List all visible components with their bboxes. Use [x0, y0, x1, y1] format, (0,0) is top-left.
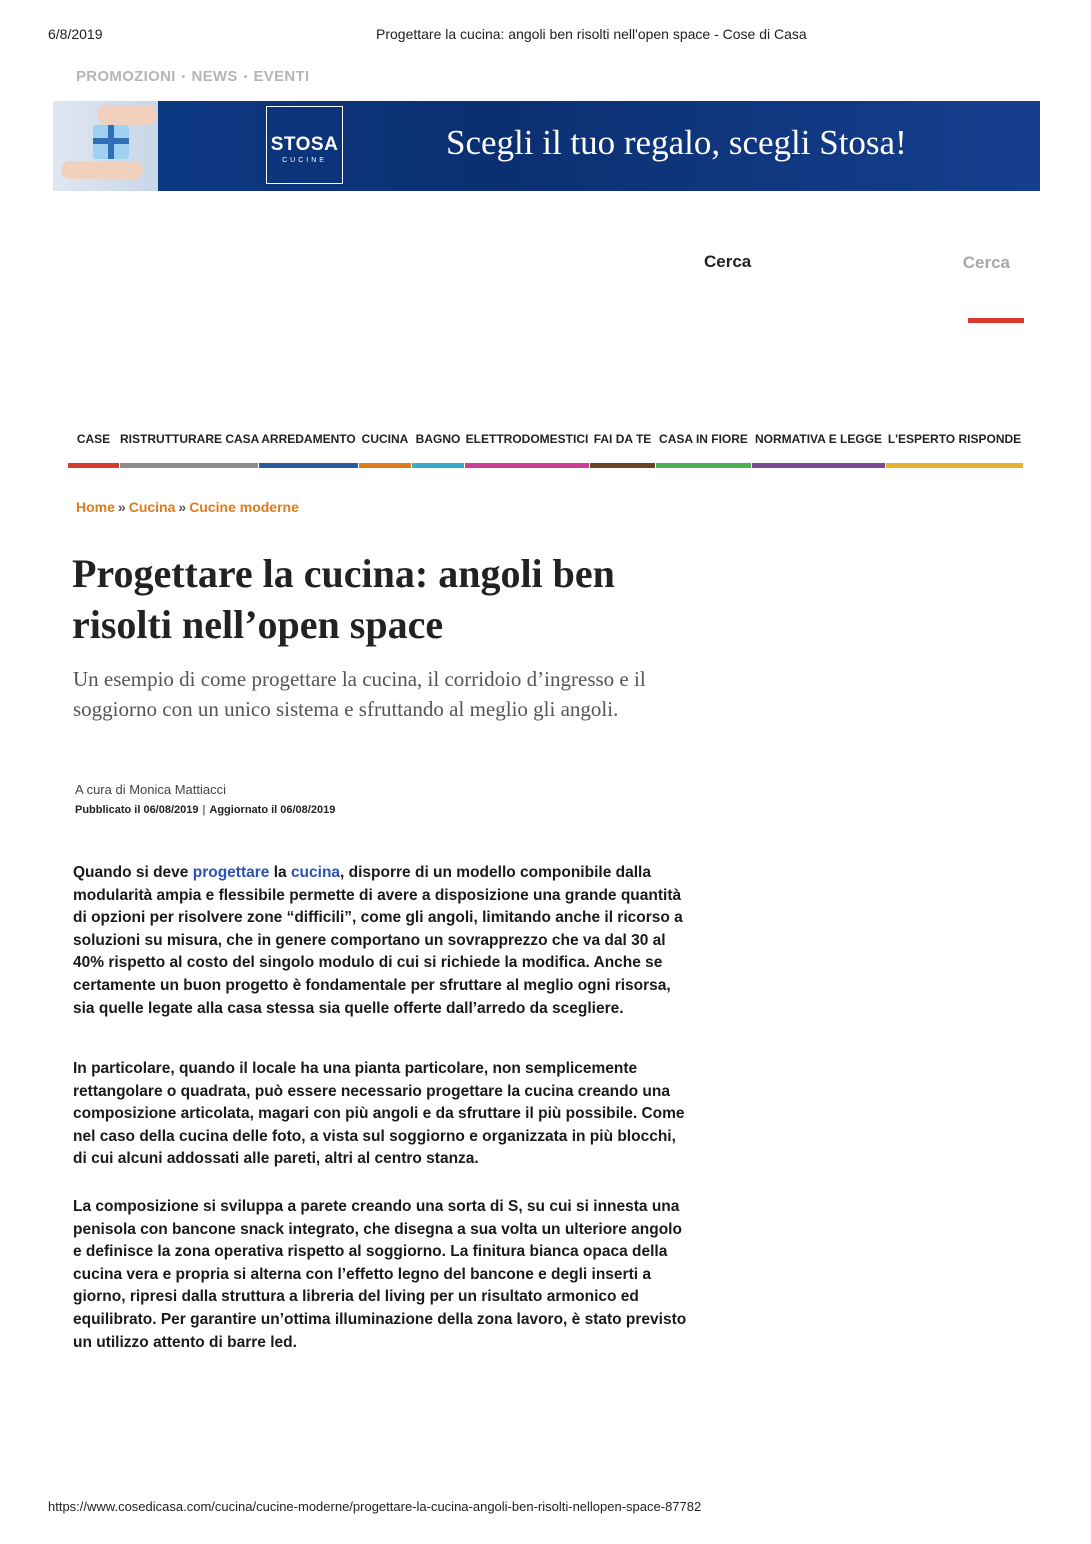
- banner-tagline: Scegli il tuo regalo, scegli Stosa!: [446, 123, 907, 162]
- nav-item-label: RISTRUTTURARE CASA: [120, 432, 260, 446]
- search-accent-bar: [968, 318, 1024, 323]
- paragraph-text: , disporre di un modello componibile dalla modularità ampia e flessibile permette di avere a disposizione una grande quantità di opzioni per risolvere zone “difficili”, come gli angoli, limitando anche il ricorso a soluzioni su misura, che in genere comportano un sovrapprezzo che va dal 30 al 40% rispetto al costo del singolo modulo di cui si richiede la modifica. Anche se certamente un buon progetto è fondamentale per sfruttare al meglio ogni risorsa, sia quelle legate alla casa stessa sia quelle offerte dall’arredo da scegliere.: [73, 864, 683, 1017]
- nav-color-bar: [656, 463, 751, 468]
- paragraph-text: la: [269, 864, 291, 881]
- nav-item-casa-in-fiore[interactable]: [656, 430, 751, 468]
- hand-shape: [97, 105, 157, 125]
- hand-shape: [61, 161, 143, 179]
- top-nav-eventi[interactable]: EVENTI: [253, 68, 310, 85]
- breadcrumb-separator: »: [117, 499, 126, 515]
- print-date: 6/8/2019: [48, 26, 103, 42]
- updated-date: Aggiornato il 06/08/2019: [209, 804, 336, 816]
- article-paragraph-3: La composizione si sviluppa a parete creando una sorta di S, su cui si innesta una penisola con bancone snack integrato, che disegna a sua volta un ulteriore angolo e definisce la zona operativa rispetto al soggiorno. La finitura bianca opaca della cucina vera e propria si alterna con l’effetto legno del bancone e degli inserti a giorno, ripresi dalla struttura a libreria del living per un risultato armonico ed equilibrato. Per garantire un’ottima illuminazione della zona lavoro, è stato previsto un utilizzo attento di barre led.: [73, 1198, 687, 1351]
- nav-item-label: CUCINA: [361, 432, 409, 446]
- nav-color-bar: [465, 463, 589, 468]
- category-nav: [68, 430, 1023, 468]
- nav-item-normativa-e-legge[interactable]: [752, 430, 885, 468]
- nav-item-label: CASA IN FIORE: [659, 432, 748, 446]
- nav-color-bar: [886, 463, 1023, 468]
- top-nav-separator: •: [243, 71, 248, 83]
- search-label: Cerca: [704, 252, 752, 271]
- search-input[interactable]: [900, 250, 1010, 276]
- nav-item-case[interactable]: [68, 430, 119, 468]
- breadcrumb-cucina[interactable]: Cucina: [128, 499, 176, 515]
- nav-color-bar: [359, 463, 411, 468]
- link-cucina[interactable]: cucina: [290, 864, 341, 881]
- article-headline: Progettare la cucina: angoli ben risolti nell’open space: [72, 551, 615, 647]
- nav-item-label: FAI DA TE: [593, 432, 652, 446]
- nav-item-bagno[interactable]: [412, 430, 464, 468]
- nav-item-ristrutturare-casa[interactable]: [120, 430, 258, 468]
- logo-subtitle: CUCINE: [282, 157, 327, 164]
- nav-item-fai-da-te[interactable]: [590, 430, 655, 468]
- article-paragraph-2: In particolare, quando il locale ha una pianta particolare, non semplicemente rettangolare o quadrata, può essere necessario progettare la cucina creando una composizione articolata, magari con più angoli e da sfruttare il più possibile. Come nel caso della cucina delle foto, a vista sul soggiorno e organizzata in più blocchi, di cui alcuni addossati alle pareti, altri al centro stanza.: [73, 1060, 685, 1168]
- nav-item-arredamento[interactable]: [259, 430, 358, 468]
- top-nav-news[interactable]: NEWS: [191, 68, 238, 85]
- nav-item-label: ELETTRODOMESTICI: [465, 432, 589, 446]
- nav-color-bar: [752, 463, 885, 468]
- top-nav: [76, 68, 309, 85]
- breadcrumb-home[interactable]: Home: [76, 499, 115, 515]
- breadcrumb-cucine-moderne[interactable]: Cucine moderne: [189, 499, 299, 515]
- nav-color-bar: [68, 463, 119, 468]
- breadcrumb-separator: »: [178, 499, 187, 515]
- article-paragraph-1: [73, 862, 693, 1020]
- top-nav-promozioni[interactable]: PROMOZIONI: [76, 68, 176, 85]
- paragraph-text: Quando si deve: [73, 864, 193, 881]
- nav-item-label: NORMATIVA E LEGGE: [754, 432, 883, 446]
- top-nav-separator: •: [181, 71, 186, 83]
- link-progettare[interactable]: progettare: [192, 864, 270, 881]
- published-date: Pubblicato il 06/08/2019: [75, 804, 199, 816]
- breadcrumb: [76, 499, 299, 515]
- nav-item-label: ARREDAMENTO: [261, 432, 356, 446]
- nav-color-bar: [259, 463, 358, 468]
- ad-banner[interactable]: [53, 101, 1040, 191]
- nav-item-label: L'ESPERTO RISPONDE: [887, 432, 1022, 446]
- stosa-logo: [266, 106, 343, 184]
- gift-hands-image: [53, 101, 158, 191]
- article-byline: A cura di Monica Mattiacci: [75, 782, 227, 797]
- nav-item-label: BAGNO: [415, 432, 461, 446]
- nav-item-cucina[interactable]: [359, 430, 411, 468]
- article-dates: [75, 804, 335, 816]
- print-page-title: Progettare la cucina: angoli ben risolti nell'open space - Cose di Casa: [376, 26, 807, 42]
- gift-ribbon: [93, 138, 129, 144]
- article-subheadline: Un esempio di come progettare la cucina, il corridoio d’ingresso e il soggiorno con un unico sistema e sfruttando al meglio gli angoli.: [73, 667, 646, 721]
- nav-item-esperto-risponde[interactable]: [886, 430, 1023, 468]
- nav-color-bar: [590, 463, 655, 468]
- nav-item-label: CASE: [76, 432, 111, 446]
- nav-item-elettrodomestici[interactable]: [465, 430, 589, 468]
- nav-color-bar: [120, 463, 258, 468]
- logo-name: STOSA: [270, 134, 339, 155]
- nav-color-bar: [412, 463, 464, 468]
- print-footer-url: https://www.cosedicasa.com/cucina/cucine-moderne/progettare-la-cucina-angoli-ben-risolti-nellopen-space-87782: [48, 1499, 702, 1514]
- date-divider: |: [202, 804, 206, 816]
